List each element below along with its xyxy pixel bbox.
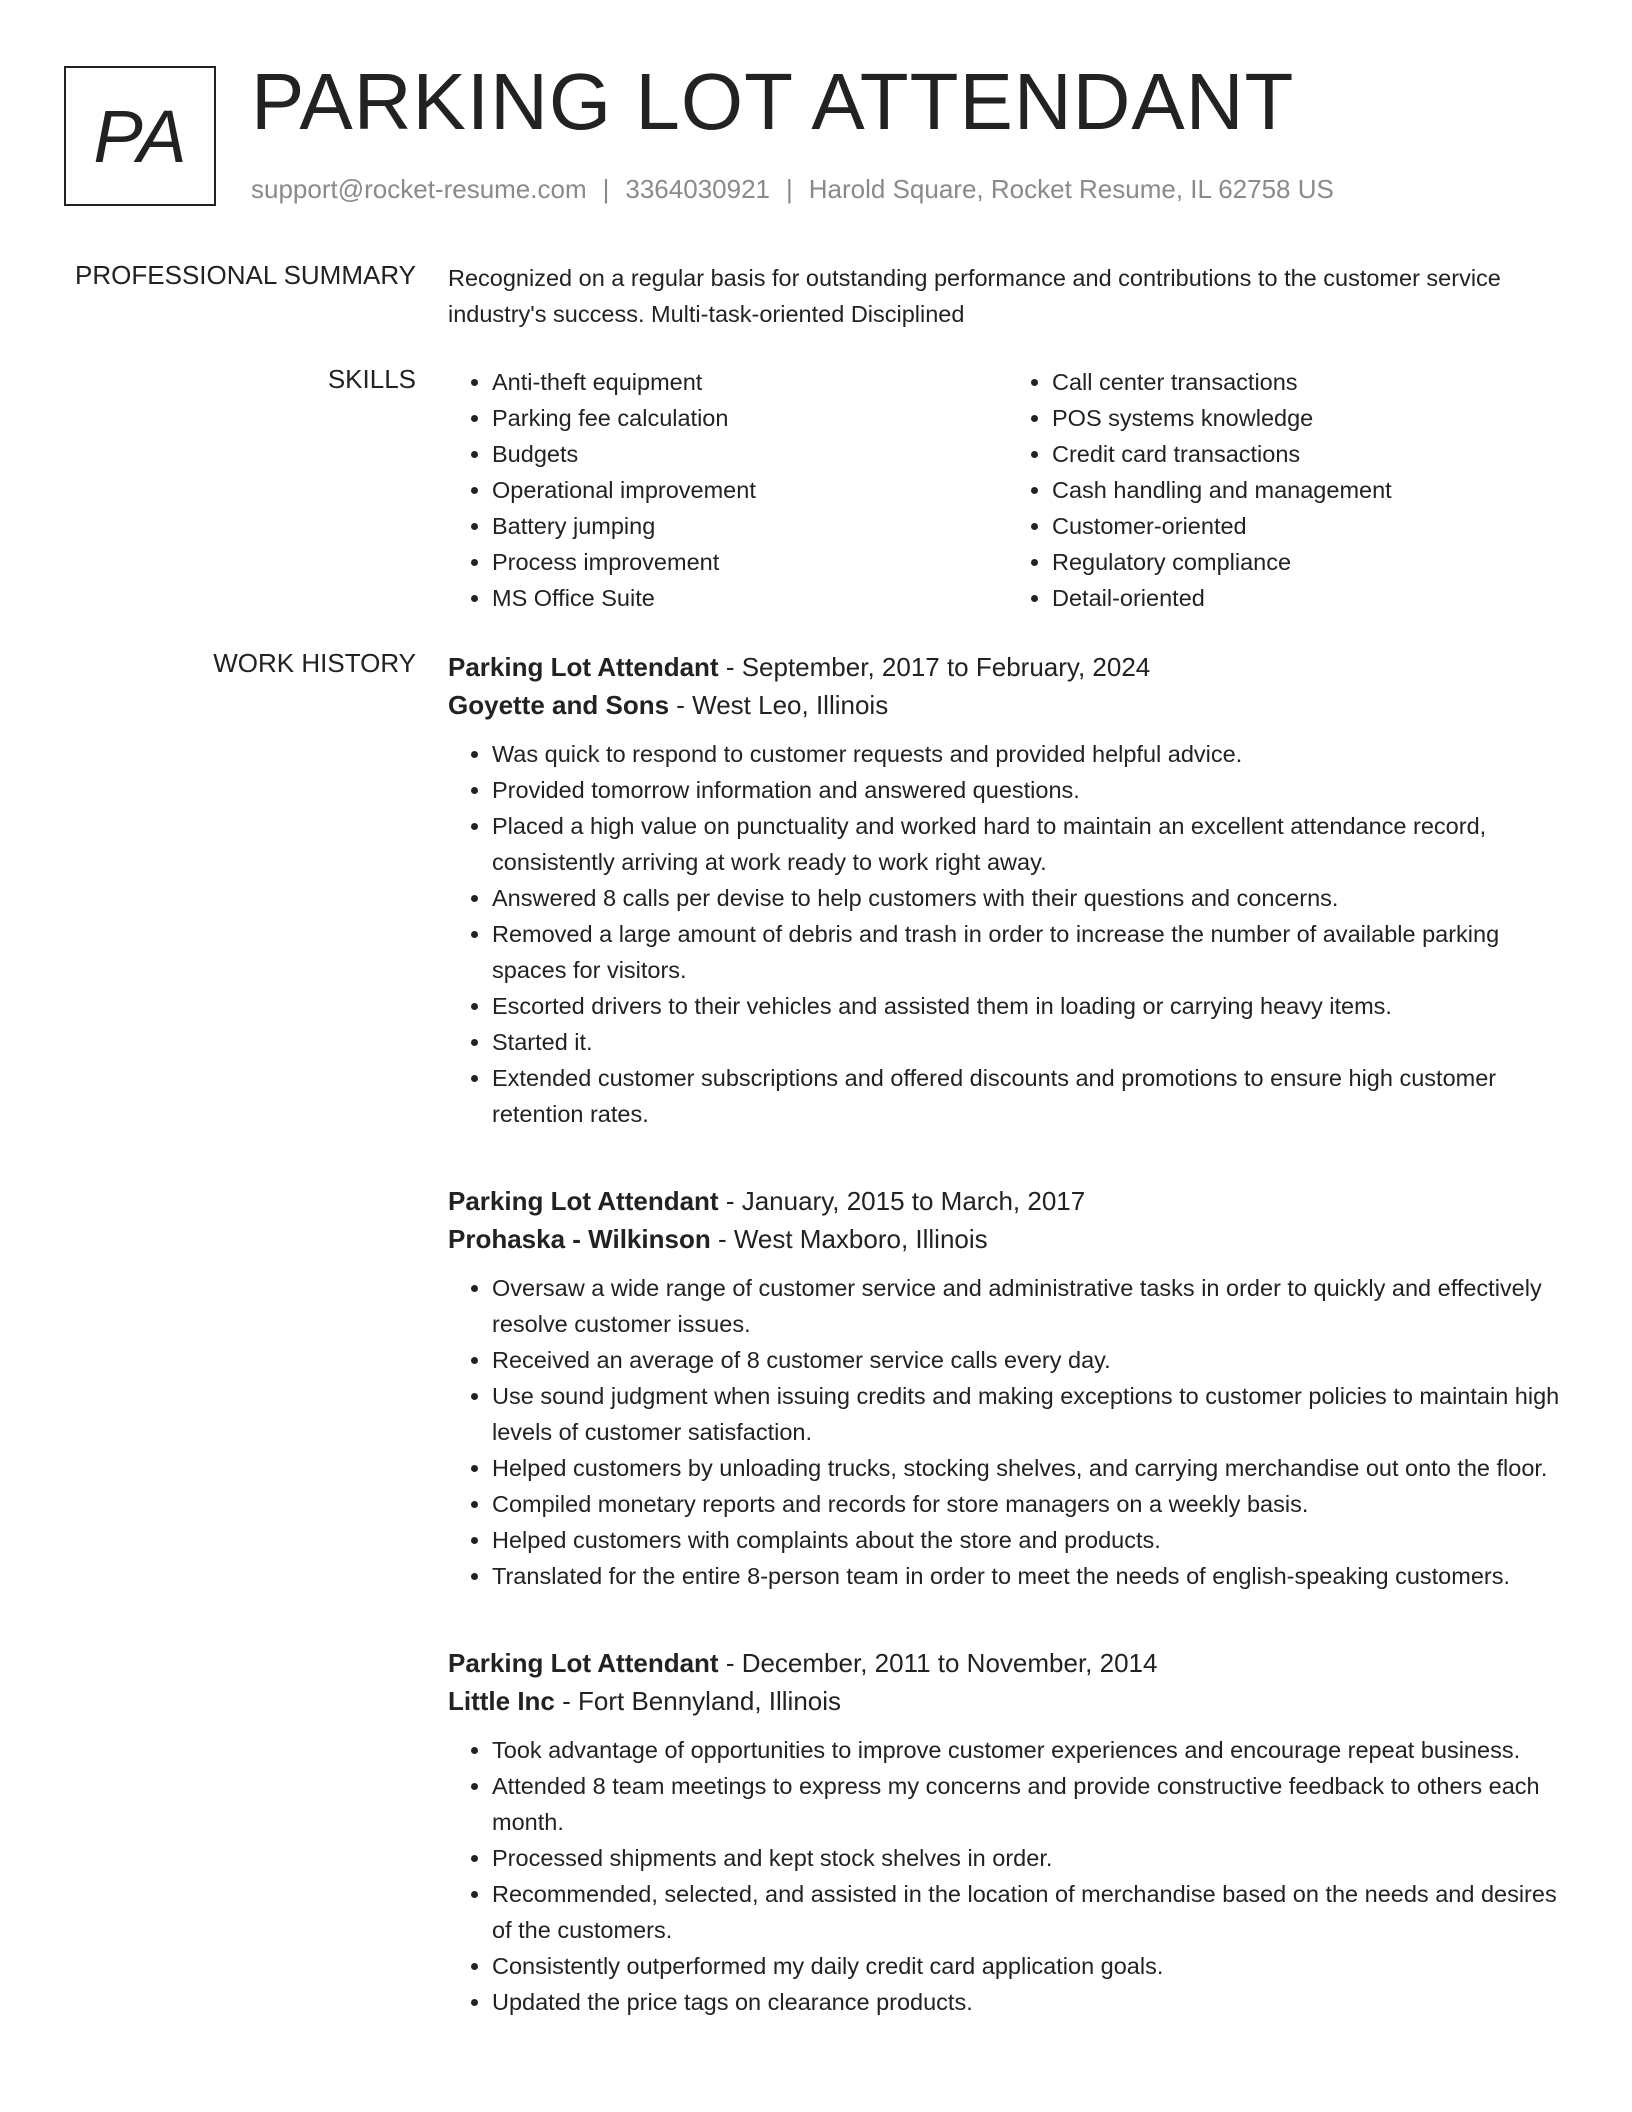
summary-body [448,260,1568,332]
section-label-skills: SKILLS [327,364,416,394]
job-title-line [448,1182,1568,1220]
contact-line [251,174,1334,205]
job-company: Little Inc [448,1686,555,1716]
job-bullet: • Processed shipments and kept stock shelves in order. [492,1840,1568,1876]
skill-item: • Parking fee calculation [492,400,1008,436]
job-bullet-list [448,736,1568,1132]
job-bullet: • Use sound judgment when issuing credits and making exceptions to customer policies to maintain high levels of customer satisfaction. [492,1378,1568,1450]
skill-item: • Process improvement [492,544,1008,580]
contact-separator: | [602,174,610,204]
job-bullet: • Extended customer subscriptions and offered discounts and promotions to ensure high customer retention rates. [492,1060,1568,1132]
skill-item: • POS systems knowledge [1052,400,1568,436]
skill-item: • Regulatory compliance [1052,544,1568,580]
skill-item: • Call center transactions [1052,364,1568,400]
job-bullet: • Recommended, selected, and assisted in the location of merchandise based on the needs and desires of the customers. [492,1876,1568,1948]
skill-item: • Credit card transactions [1052,436,1568,472]
job-title: Parking Lot Attendant [448,1186,719,1216]
summary-text: Recognized on a regular basis for outstanding performance and contributions to the customer service industry's success. Multi-task-oriented Disciplined [448,265,1501,327]
job-title-line [448,648,1568,686]
job-bullet: • Attended 8 team meetings to express my concerns and provide constructive feedback to others each month. [492,1768,1568,1840]
job-location: - Fort Bennyland, Illinois [554,1686,842,1716]
skill-item: • Detail-oriented [1052,580,1568,616]
job-bullet: • Removed a large amount of debris and trash in order to increase the number of available parking spaces for visitors. [492,916,1568,988]
job-bullet: • Placed a high value on punctuality and worked hard to maintain an excellent attendance record, consistently arriving at work ready to work right away. [492,808,1568,880]
job-company-line [448,1682,1568,1720]
job-bullet-list [448,1270,1568,1594]
job-bullet: • Was quick to respond to customer requests and provided helpful advice. [492,736,1568,772]
skill-item: • MS Office Suite [492,580,1008,616]
job-bullet: • Oversaw a wide range of customer service and administrative tasks in order to quickly and effectively resolve customer issues. [492,1270,1568,1342]
job-bullet: • Consistently outperformed my daily credit card application goals. [492,1948,1568,1984]
job-dates: - January, 2015 to March, 2017 [718,1186,1086,1216]
contact-address: Harold Square, Rocket Resume, IL 62758 US [808,174,1334,204]
contact-separator: | [786,174,793,204]
job-bullet: • Translated for the entire 8-person team in order to meet the needs of english-speaking customers. [492,1558,1568,1594]
job-dates: - September, 2017 to February, 2024 [718,652,1151,682]
skill-item: • Battery jumping [492,508,1008,544]
skill-item: • Customer-oriented [1052,508,1568,544]
job-entry [448,648,1568,1132]
section-label-work-history: WORK HISTORY [213,648,416,678]
job-title: Parking Lot Attendant [448,652,719,682]
section-label-summary: PROFESSIONAL SUMMARY [75,260,416,290]
skill-item: • Cash handling and management [1052,472,1568,508]
monogram: PA [64,66,216,206]
job-bullet: • Compiled monetary reports and records for store managers on a weekly basis. [492,1486,1568,1522]
job-bullet: • Answered 8 calls per devise to help customers with their questions and concerns. [492,880,1568,916]
contact-email: support@rocket-resume.com [251,174,587,204]
skills-list-left [448,364,1008,616]
skill-item: • Operational improvement [492,472,1008,508]
job-location: - West Maxboro, Illinois [710,1224,988,1254]
job-bullet-list [448,1732,1568,2020]
job-entry [448,1182,1568,1594]
job-company-line [448,686,1568,724]
job-bullet: • Escorted drivers to their vehicles and assisted them in loading or carrying heavy items. [492,988,1568,1024]
job-company: Goyette and Sons [448,690,670,720]
skills-body [448,364,1568,616]
job-bullet: • Provided tomorrow information and answered questions. [492,772,1568,808]
job-location: - West Leo, Illinois [669,690,889,720]
job-entry [448,1644,1568,2020]
job-bullet: • Received an average of 8 customer service calls every day. [492,1342,1568,1378]
job-title-line [448,1644,1568,1682]
resume-name: PARKING LOT ATTENDANT [251,57,1295,146]
job-bullet: • Started it. [492,1024,1568,1060]
work-history-body [448,648,1568,2070]
job-title: Parking Lot Attendant [448,1648,719,1678]
job-bullet: • Took advantage of opportunities to improve customer experiences and encourage repeat business. [492,1732,1568,1768]
contact-phone: 3364030921 [625,174,770,204]
job-bullet: • Helped customers by unloading trucks, stocking shelves, and carrying merchandise out onto the floor. [492,1450,1568,1486]
job-company: Prohaska - Wilkinson [448,1224,711,1254]
skills-list-right [1008,364,1568,616]
skill-item: • Budgets [492,436,1008,472]
job-dates: - December, 2011 to November, 2014 [718,1648,1158,1678]
skill-item: • Anti-theft equipment [492,364,1008,400]
job-bullet: • Helped customers with complaints about the store and products. [492,1522,1568,1558]
job-bullet: • Updated the price tags on clearance products. [492,1984,1568,2020]
job-company-line [448,1220,1568,1258]
